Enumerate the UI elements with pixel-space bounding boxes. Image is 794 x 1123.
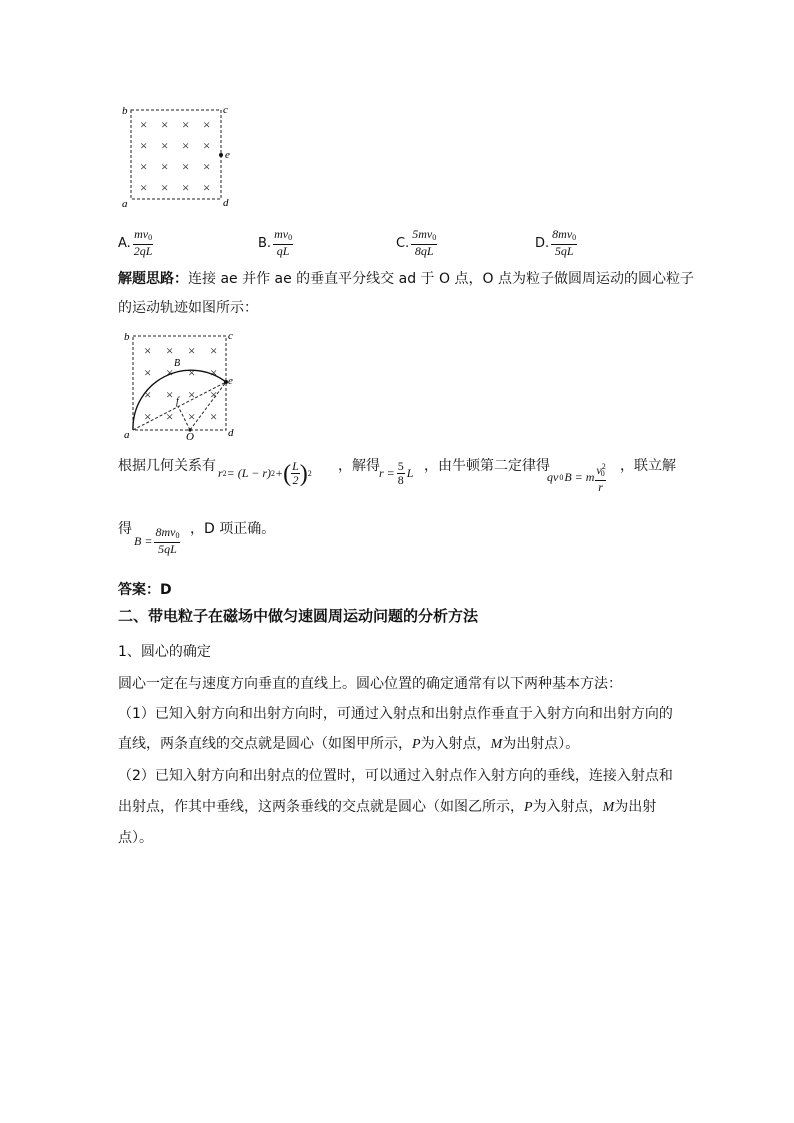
option-a-label: A.: [118, 235, 131, 251]
field-cross: ×: [144, 409, 152, 424]
paragraph-3-line-2: 出射点，作其中垂线，这两条垂线的交点就是圆心（如图乙所示，P为入射点，M为出射: [118, 799, 657, 815]
option-a: A. $\frac{mv_0}{2qL}$: [118, 227, 153, 258]
label-a: a: [122, 198, 128, 210]
paragraph-2-line-1: （1）已知入射方向和出射方向时，可通过入射点和出射点作垂直于入射方向和出射方向的: [118, 706, 673, 722]
option-b-label: B.: [258, 235, 272, 251]
equation-radius: r = $\frac{5}{8}$ L: [379, 459, 414, 487]
field-cross: ×: [144, 387, 152, 402]
field-cross: ×: [188, 365, 196, 380]
field-cross: ×: [182, 159, 190, 174]
field-cross: ×: [166, 387, 174, 402]
field-cross: ×: [210, 387, 218, 402]
field-cross: ×: [210, 365, 218, 380]
label-b: b: [124, 331, 130, 343]
radius-oe: [190, 382, 226, 430]
label-b: b: [122, 105, 128, 117]
section-title: 二、带电粒子在磁场中做匀速圆周运动问题的分析方法: [118, 607, 479, 625]
label-d: d: [223, 197, 229, 209]
label-c: c: [223, 104, 228, 116]
option-d-label: D.: [535, 235, 550, 251]
newton-text: ，由牛顿第二定律得: [424, 458, 550, 474]
magnetic-field-crosses: [140, 117, 210, 195]
field-cross: ×: [161, 180, 169, 195]
label-d: d: [228, 427, 234, 439]
field-cross: ×: [188, 409, 196, 424]
field-cross: ×: [203, 138, 211, 153]
field-cross: ×: [166, 409, 174, 424]
field-cross: ×: [182, 117, 190, 132]
equation-B-result: B = $\frac{8mv_0}{5qL}$: [134, 525, 180, 556]
label-c: c: [228, 330, 233, 342]
field-cross: ×: [182, 180, 190, 195]
field-cross: ×: [140, 159, 148, 174]
field-cross: ×: [144, 365, 152, 380]
point-e-dot: [219, 153, 223, 157]
paragraph-1: 圆心一定在与速度方向垂直的直线上。圆心位置的确定通常有以下两种基本方法：: [118, 676, 622, 692]
field-cross: ×: [188, 343, 196, 358]
field-cross: ×: [161, 159, 169, 174]
field-cross: ×: [203, 159, 211, 174]
subsection-title: 1、圆心的确定: [118, 644, 211, 660]
field-cross: ×: [140, 180, 148, 195]
field-cross: ×: [161, 117, 169, 132]
paragraph-2-line-2: 直线，两条直线的交点就是圆心（如图甲所示，P为入射点，M为出射点）。: [118, 736, 580, 752]
field-cross: ×: [140, 138, 148, 153]
solution-line-1: 解题思路：连接 ae 并作 ae 的垂直平分线交 ad 于 O 点，O 点为粒子做圆周运动的圆心粒子: [118, 271, 694, 287]
solved-text: ，解得: [338, 458, 380, 474]
option-c-label: C.: [396, 235, 410, 251]
field-cross: ×: [140, 117, 148, 132]
field-cross: ×: [161, 138, 169, 153]
solve-joint-text: ，联立解: [620, 458, 676, 474]
field-cross: ×: [182, 138, 190, 153]
field-cross: ×: [166, 365, 174, 380]
field-cross: ×: [144, 343, 152, 358]
field-cross: ×: [203, 180, 211, 195]
field-cross: ×: [188, 387, 196, 402]
field-cross: ×: [210, 343, 218, 358]
option-d: D. $\frac{8mv_0}{5qL}$: [535, 227, 577, 258]
paragraph-3-line-1: （2）已知入射方向和出射点的位置时，可以通过入射点作入射方向的垂线，连接入射点和: [118, 768, 673, 784]
field-cross: ×: [203, 117, 211, 132]
de-text: 得: [118, 521, 132, 537]
answer: 答案：D: [118, 582, 172, 598]
conclusion-text: ，D 项正确。: [190, 521, 276, 537]
option-c: C. $\frac{5mv_0}{8qL}$: [396, 227, 437, 258]
geometry-intro: 根据几何关系有: [118, 458, 216, 474]
paragraph-3-line-3: 点）。: [118, 830, 153, 846]
label-a: a: [124, 429, 130, 441]
label-B: B: [174, 358, 181, 369]
option-b: B. $\frac{mv_0}{qL}$: [258, 227, 293, 258]
label-f: f: [176, 396, 179, 407]
field-diagram-1: [118, 100, 238, 212]
equation-geometry: r 2 = (L − r) 2 + ( $\frac{L}{2}$ ) 2: [218, 459, 312, 487]
equation-newton: qv 0 B = m $\frac{v^2_0}{r}$: [547, 462, 606, 494]
label-e: e: [225, 149, 230, 161]
label-O: O: [186, 431, 194, 443]
trajectory-diagram: [118, 326, 248, 444]
label-e: e: [228, 375, 233, 387]
solution-heading: 解题思路：: [118, 271, 188, 287]
field-cross: ×: [166, 343, 174, 358]
field-cross: ×: [210, 409, 218, 424]
solution-line-2: 的运动轨迹如图所示：: [118, 300, 258, 316]
